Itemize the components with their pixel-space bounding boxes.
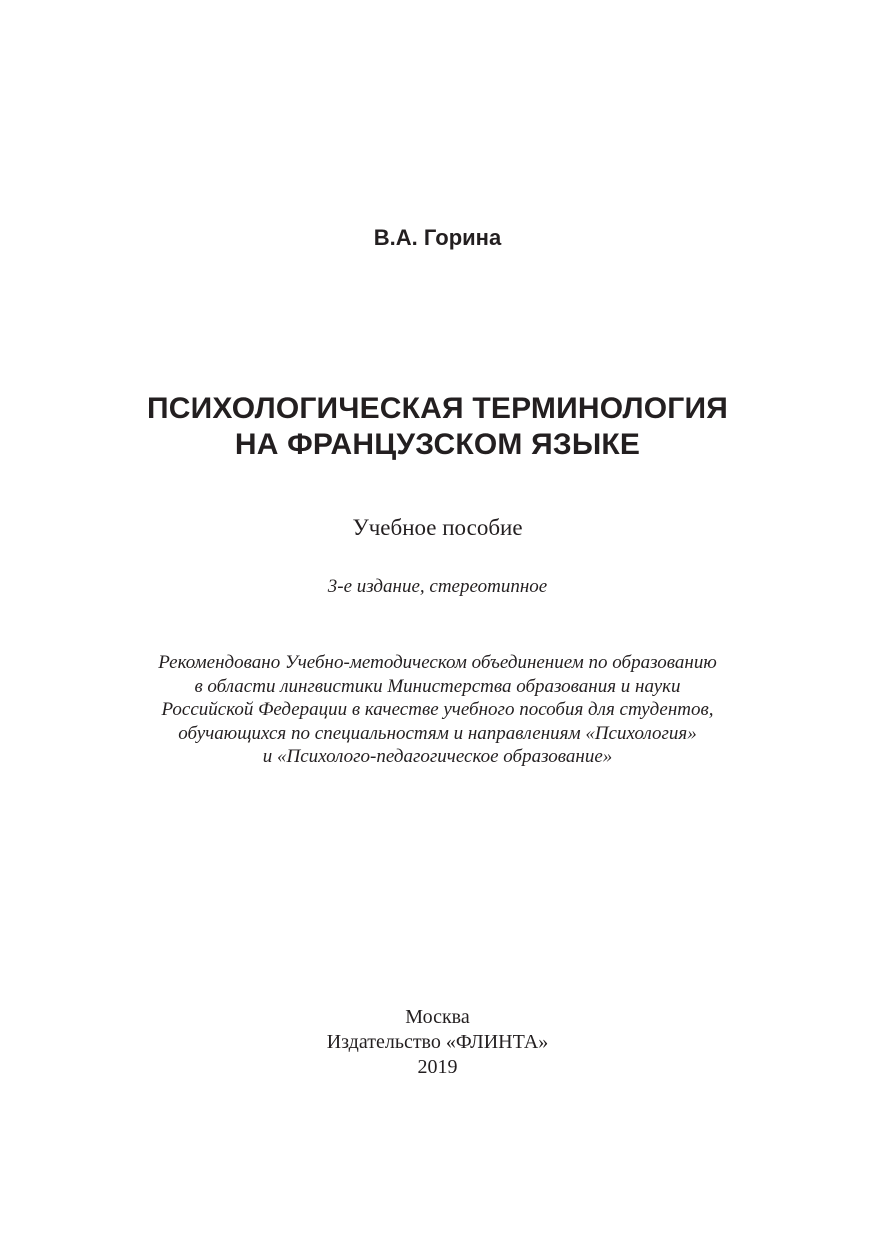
recommendation-line-1: Рекомендовано Учебно-методическом объединением по образованию bbox=[158, 652, 717, 673]
edition-note: 3-е издание, стереотипное bbox=[327, 576, 548, 597]
imprint-publisher: Издательство «ФЛИНТА» bbox=[326, 1031, 549, 1053]
recommendation-line-3: Российской Федерации в качестве учебного пособия для студентов, bbox=[161, 699, 714, 720]
publisher-imprint bbox=[0, 1005, 875, 1080]
recommendation-line-2: в области лингвистики Министерства образования и науки bbox=[194, 675, 681, 697]
author-name: В.А. Горина bbox=[373, 225, 502, 250]
imprint-city: Москва bbox=[405, 1006, 470, 1028]
book-title-line-1: ПСИХОЛОГИЧЕСКАЯ ТЕРМИНОЛОГИЯ bbox=[146, 392, 729, 425]
book-subtitle: Учебное пособие bbox=[352, 515, 523, 540]
imprint-year: 2019 bbox=[417, 1056, 458, 1078]
recommendation-line-4: обучающихся по специальностям и направлениям «Психология» bbox=[178, 722, 697, 744]
book-title bbox=[0, 391, 875, 463]
recommendation-block bbox=[0, 651, 875, 769]
recommendation-line-5: и «Психолого-педагогическое образование» bbox=[262, 746, 613, 767]
book-title-line-2: НА ФРАНЦУЗСКОМ ЯЗЫКЕ bbox=[234, 428, 641, 461]
